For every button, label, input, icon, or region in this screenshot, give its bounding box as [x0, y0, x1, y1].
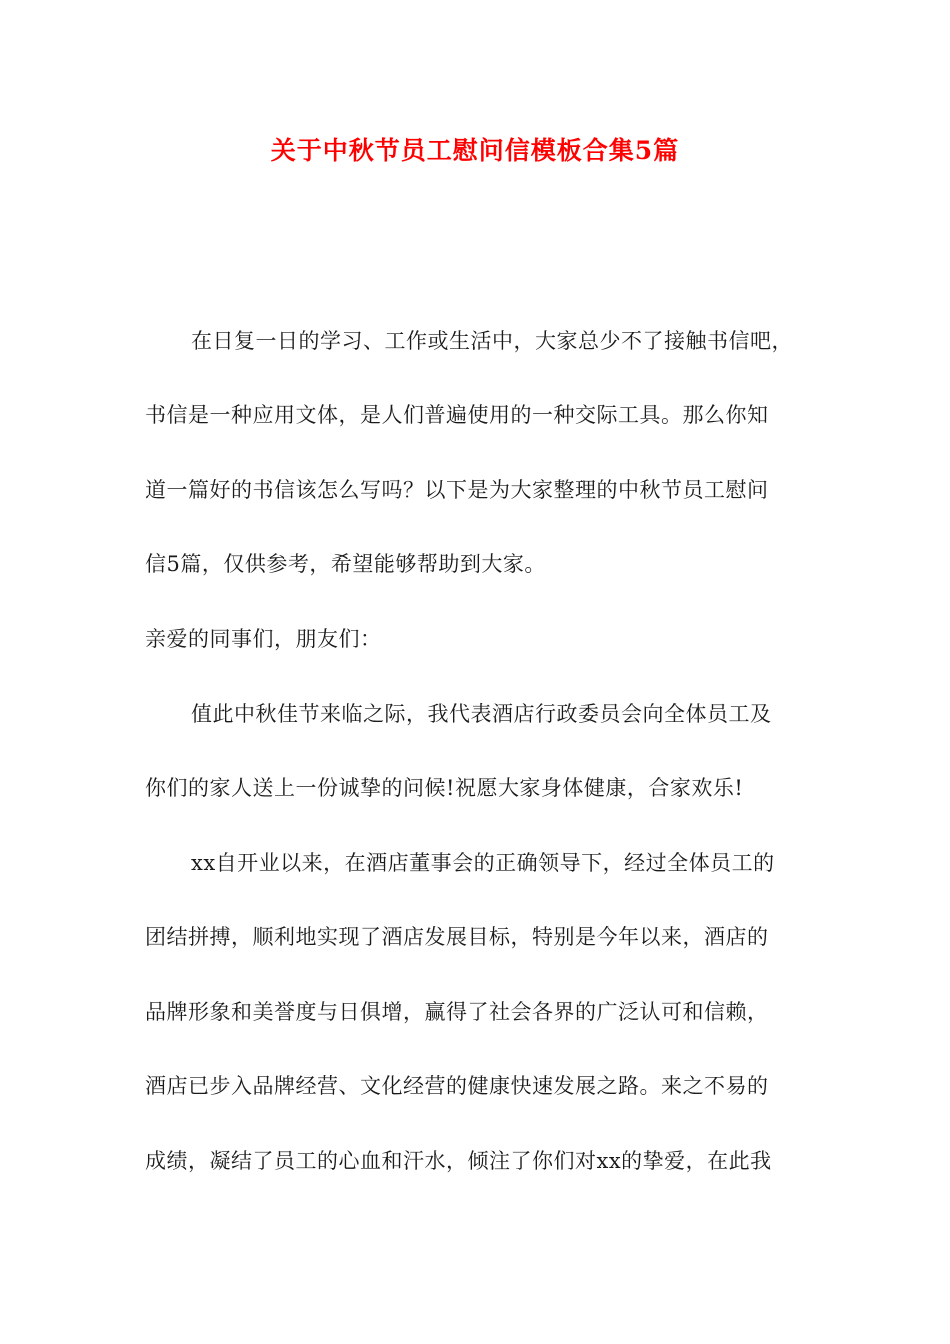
paragraph-line: 成绩，凝结了员工的心血和汗水，倾注了你们对xx的挚爱，在此我: [145, 1149, 772, 1173]
paragraph-line: 品牌形象和美誉度与日俱增，赢得了社会各界的广泛认可和信赖，: [145, 1000, 769, 1024]
paragraph-line: 信5篇，仅供参考，希望能够帮助到大家。: [145, 552, 546, 576]
paragraph-line: 书信是一种应用文体，是人们普遍使用的一种交际工具。那么你知: [145, 403, 769, 427]
paragraph-line: 值此中秋佳节来临之际，我代表酒店行政委员会向全体员工及: [191, 702, 772, 726]
paragraph-line: 团结拼搏，顺利地实现了酒店发展目标，特别是今年以来，酒店的: [145, 925, 769, 949]
paragraph-line: 在日复一日的学习、工作或生活中，大家总少不了接触书信吧，: [191, 329, 793, 353]
paragraph-line: 道一篇好的书信该怎么写吗？以下是为大家整理的中秋节员工慰问: [145, 478, 769, 502]
paragraph-line: 酒店已步入品牌经营、文化经营的健康快速发展之路。来之不易的: [145, 1074, 769, 1098]
paragraph-line: xx自开业以来，在酒店董事会的正确领导下，经过全体员工的: [191, 851, 775, 875]
document-title: 关于中秋节员工慰问信模板合集5篇: [270, 136, 680, 165]
paragraph-line: 你们的家人送上一份诚挚的问候!祝愿大家身体健康，合家欢乐!: [145, 776, 744, 800]
salutation-line: 亲爱的同事们，朋友们：: [145, 627, 382, 651]
